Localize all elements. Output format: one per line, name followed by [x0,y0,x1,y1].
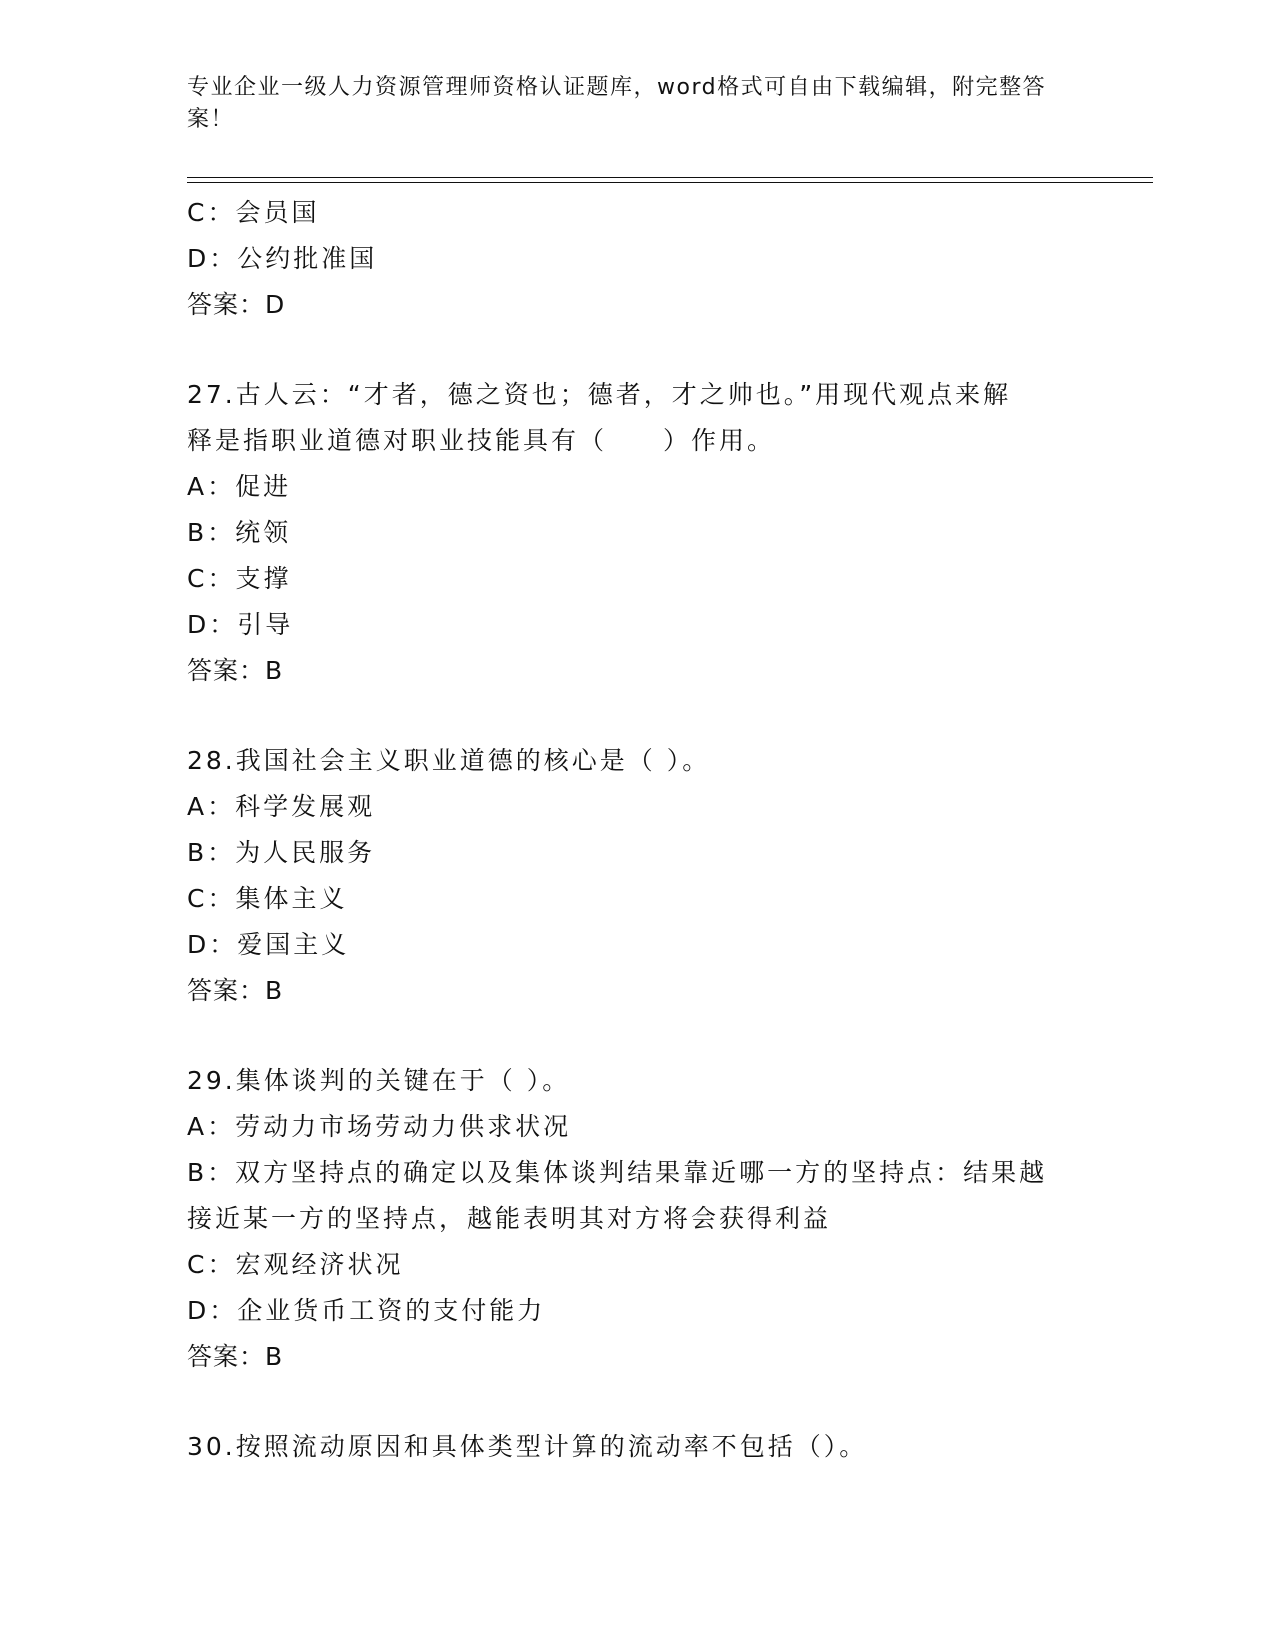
option-line: A：促进 [187,472,292,501]
question-content [187,190,1067,1470]
answer-line: 答案：B [187,976,284,1005]
option-line: A：科学发展观 [187,792,376,821]
option-line: C：支撑 [187,564,292,593]
option-line: B：为人民服务 [187,838,376,867]
answer-line: 答案：B [187,656,284,685]
option-line: C：会员国 [187,198,320,227]
option-line: D：公约批准国 [187,244,378,273]
option-line: B：双方坚持点的确定以及集体谈判结果靠近哪一方的坚持点：结果越 [187,1158,1048,1187]
question-text: 28.我国社会主义职业道德的核心是（ ）。 [187,746,711,775]
question-text: 30.按照流动原因和具体类型计算的流动率不包括（）。 [187,1432,868,1461]
question-text: 释是指职业道德对职业技能具有（ ）作用。 [187,426,776,455]
option-line: D：引导 [187,610,294,639]
option-line: C：集体主义 [187,884,348,913]
answer-line: 答案：B [187,1342,284,1371]
option-line: 接近某一方的坚持点，越能表明其对方将会获得利益 [187,1204,832,1233]
document-header: 专业企业一级人力资源管理师资格认证题库，word格式可自由下载编辑，附完整答案！ [187,75,1047,132]
option-line: B：统领 [187,518,292,547]
option-line: D：爱国主义 [187,930,350,959]
answer-line: 答案：D [187,290,286,319]
header-rule-bottom [187,182,1153,183]
option-line: D：企业货币工资的支付能力 [187,1296,546,1325]
option-line: A：劳动力市场劳动力供求状况 [187,1112,572,1141]
option-line: C：宏观经济状况 [187,1250,404,1279]
question-text: 27.古人云：“才者，德之资也；德者，才之帅也。”用现代观点来解 [187,380,1012,409]
header-rule-top [187,177,1153,178]
question-text: 29.集体谈判的关键在于（ ）。 [187,1066,571,1095]
